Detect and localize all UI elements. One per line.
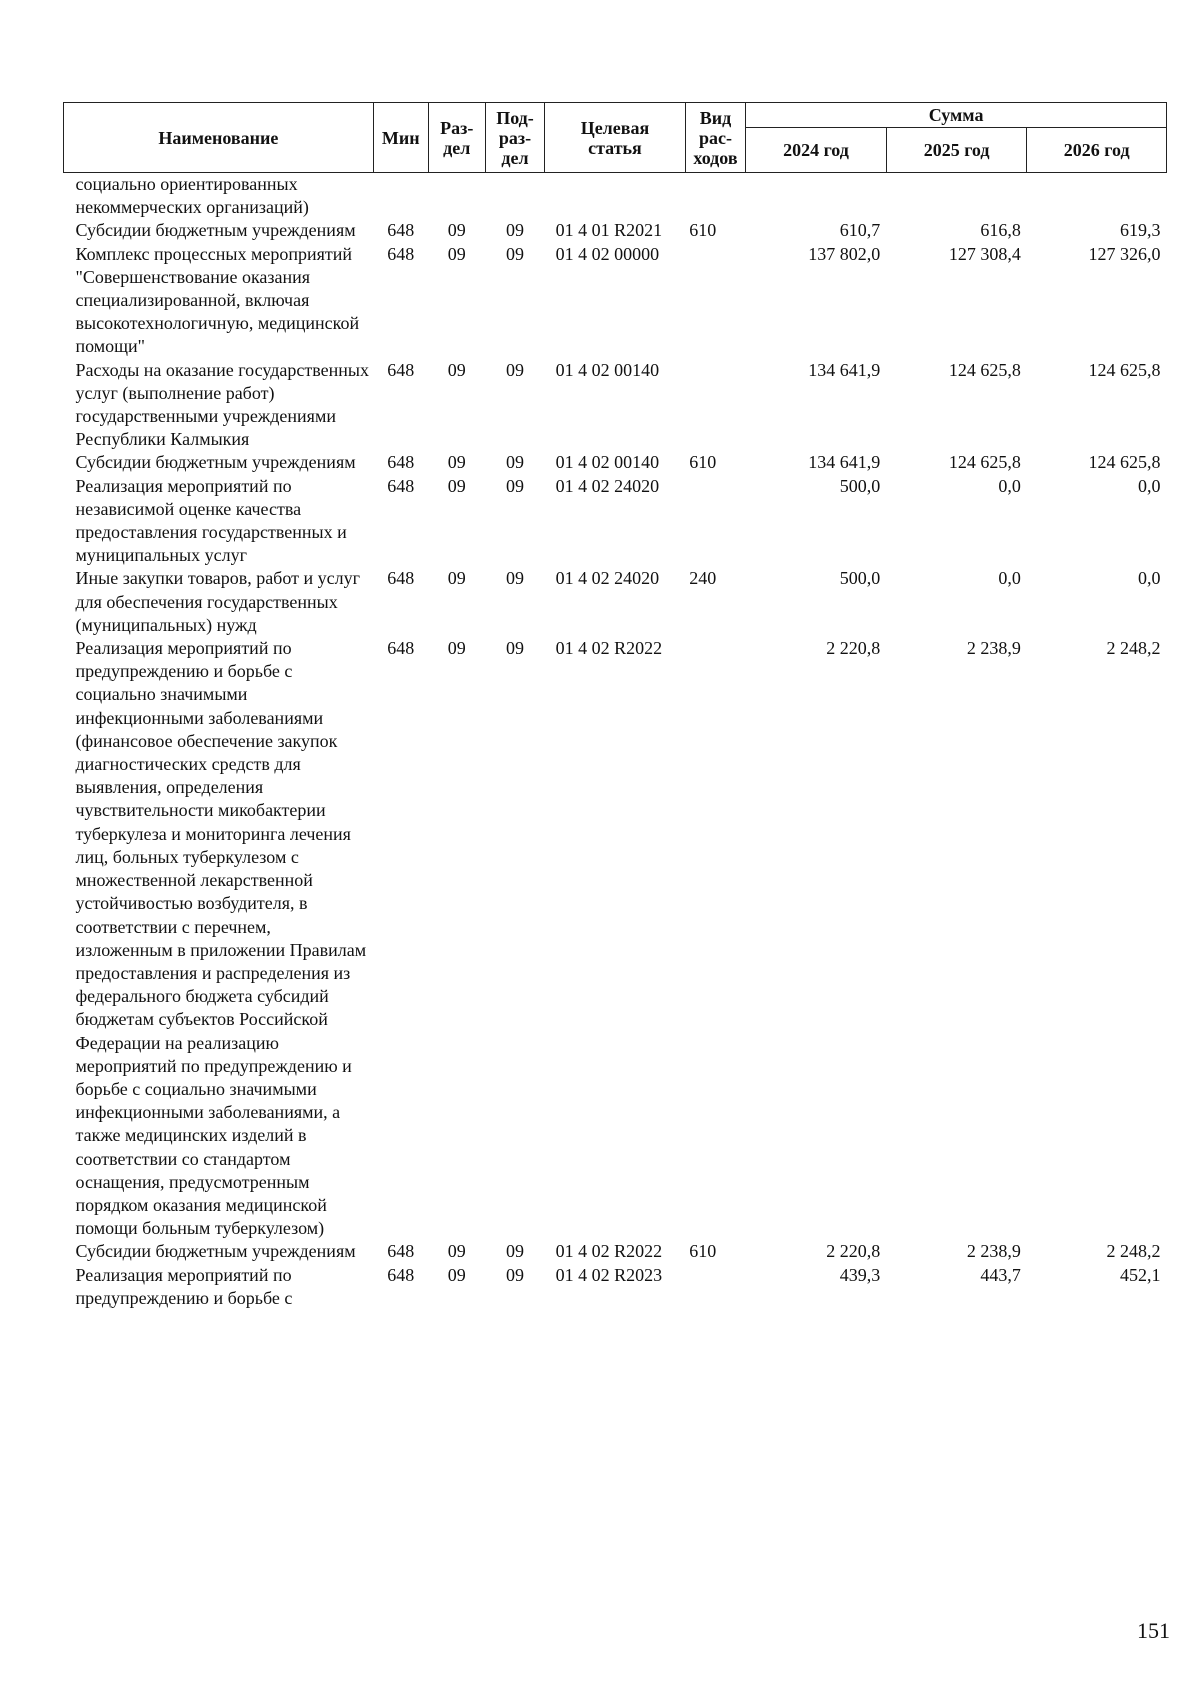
cell-2024 (746, 173, 887, 220)
cell-target: 01 4 02 00140 (555, 452, 660, 473)
cell-2025: 616,8 (980, 220, 1021, 241)
cell-kind (685, 475, 745, 568)
cell-2026: 124 625,8 (1088, 452, 1161, 473)
cell-podrazdel: 09 (506, 568, 524, 589)
cell-podrazdel: 09 (506, 220, 524, 241)
table-row (64, 1240, 1167, 1263)
cell-2025: 127 308,4 (948, 243, 1021, 264)
page-number: 151 (1137, 1618, 1170, 1643)
header-2025: 2025 год (886, 128, 1027, 173)
cell-name: Расходы на оказание государственных услуг (выполнение работ) государственными учреждениями Республики Калмыкия (75, 359, 369, 450)
cell-razdel: 09 (447, 1264, 466, 1285)
cell-2025: 124 625,8 (948, 359, 1021, 380)
cell-razdel: 09 (447, 359, 466, 380)
cell-2026: 2 248,2 (1106, 1241, 1161, 1262)
cell-min: 648 (387, 220, 415, 241)
cell-name: Реализация мероприятий по предупреждению и борьбе с социально значимыми инфекционными заболеваниями (финансовое обеспечение закупок диагностических средств для выявления, определения чувствительности микобактерии туберкулеза и мониторинга лечения лиц, больных туберкулезом с множественной лекарственной устойчивостью возбудителя, в соответствии с перечнем, изложенным в приложении Правилам предоставления и распределения из федерального бюджета субсидий бюджетам субъектов Российской Федерации на реализацию мероприятий по предупреждению и борьбе с социально значимыми инфекционными заболеваниями, а также медицинских изделий в соответствии со стандартом оснащения, предусмотренным порядком оказания медицинской помощи больным туберкулезом) (75, 638, 367, 1239)
cell-razdel: 09 (447, 243, 466, 264)
cell-target: 01 4 02 R2022 (555, 1241, 663, 1262)
cell-2026: 452,1 (1120, 1264, 1161, 1285)
budget-table (63, 102, 1167, 1310)
table-body (64, 173, 1167, 1310)
cell-min: 648 (387, 1264, 415, 1285)
cell-2024: 137 802,0 (808, 243, 881, 264)
cell-min: 648 (387, 452, 415, 473)
cell-kind (685, 359, 745, 452)
cell-2026: 0,0 (1138, 568, 1161, 589)
cell-name: Реализация мероприятий по предупреждению и борьбе с (75, 1264, 293, 1308)
cell-min: 648 (387, 568, 415, 589)
cell-min: 648 (387, 359, 415, 380)
cell-name: Субсидии бюджетным учреждениям (75, 452, 356, 473)
cell-target (545, 173, 686, 220)
header-min: Мин (373, 103, 428, 173)
header-sum: Сумма (746, 103, 1167, 128)
cell-2025: 0,0 (998, 475, 1021, 496)
cell-razdel: 09 (447, 452, 466, 473)
cell-kind: 240 (689, 568, 717, 589)
cell-kind: 610 (689, 452, 717, 473)
table-header (64, 103, 1167, 173)
table-row (64, 243, 1167, 359)
header-target: Целевая статья (545, 103, 686, 173)
cell-name: Субсидии бюджетным учреждениям (75, 1241, 356, 1262)
cell-min: 648 (387, 638, 415, 659)
cell-razdel: 09 (447, 475, 466, 496)
cell-podrazdel: 09 (506, 452, 524, 473)
cell-kind: 610 (689, 1241, 717, 1262)
cell-2024: 134 641,9 (808, 452, 881, 473)
cell-min: 648 (387, 475, 415, 496)
cell-name: Комплекс процессных мероприятий "Совершенствование оказания специализированной, включая высокотехнологичную, медицинской помощи" (75, 243, 360, 357)
cell-razdel (428, 173, 485, 220)
cell-kind (685, 637, 745, 1240)
cell-min (373, 173, 428, 220)
cell-2024: 439,3 (839, 1264, 881, 1285)
cell-2026: 2 248,2 (1106, 638, 1161, 659)
cell-podrazdel: 09 (506, 1241, 524, 1262)
table-row (64, 637, 1167, 1240)
cell-name: Иные закупки товаров, работ и услуг для обеспечения государственных (муниципальных) нужд (75, 568, 360, 635)
cell-2025: 124 625,8 (948, 452, 1021, 473)
cell-2025: 2 238,9 (966, 1241, 1021, 1262)
header-2024: 2024 год (746, 128, 887, 173)
header-kind: Вид рас- ходов (685, 103, 745, 173)
table-row (64, 451, 1167, 474)
cell-2025: 443,7 (980, 1264, 1021, 1285)
cell-2024: 134 641,9 (808, 359, 881, 380)
cell-target: 01 4 02 00140 (555, 359, 660, 380)
cell-2026: 619,3 (1120, 220, 1161, 241)
cell-razdel: 09 (447, 220, 466, 241)
cell-2024: 610,7 (839, 220, 881, 241)
cell-2026: 127 326,0 (1088, 243, 1161, 264)
table-row (64, 359, 1167, 452)
cell-target: 01 4 01 R2021 (555, 220, 663, 241)
header-2026: 2026 год (1027, 128, 1167, 173)
header-name: Наименование (64, 103, 374, 173)
cell-target: 01 4 02 24020 (555, 475, 660, 496)
cell-razdel: 09 (447, 1241, 466, 1262)
cell-2025: 0,0 (998, 568, 1021, 589)
cell-2026: 0,0 (1138, 475, 1161, 496)
cell-2024: 2 220,8 (826, 1241, 881, 1262)
cell-podrazdel: 09 (506, 243, 524, 264)
cell-2026: 124 625,8 (1088, 359, 1161, 380)
cell-razdel: 09 (447, 568, 466, 589)
cell-target: 01 4 02 24020 (555, 568, 660, 589)
cell-min: 648 (387, 1241, 415, 1262)
table-row (64, 1264, 1167, 1310)
header-razdel: Раз- дел (428, 103, 485, 173)
cell-2025: 2 238,9 (966, 638, 1021, 659)
table-row (64, 567, 1167, 637)
cell-podrazdel: 09 (506, 359, 524, 380)
table-row (64, 173, 1167, 220)
table-row (64, 219, 1167, 242)
cell-podrazdel: 09 (506, 1264, 524, 1285)
cell-target: 01 4 02 R2022 (555, 638, 663, 659)
cell-min: 648 (387, 243, 415, 264)
cell-name: Реализация мероприятий по независимой оценке качества предоставления государственных и муниципальных услуг (75, 475, 347, 566)
cell-2024: 500,0 (839, 475, 881, 496)
cell-kind: 610 (689, 220, 717, 241)
cell-name: Субсидии бюджетным учреждениям (75, 220, 356, 241)
cell-2024: 2 220,8 (826, 638, 881, 659)
cell-podrazdel (485, 173, 544, 220)
cell-target: 01 4 02 00000 (555, 243, 660, 264)
table-row (64, 475, 1167, 568)
cell-target: 01 4 02 R2023 (555, 1264, 663, 1285)
header-podrazdel: Под- раз- дел (485, 103, 544, 173)
cell-2024: 500,0 (839, 568, 881, 589)
cell-kind (685, 1264, 745, 1310)
cell-podrazdel: 09 (506, 638, 524, 659)
cell-2026 (1027, 173, 1167, 220)
cell-2025 (886, 173, 1027, 220)
cell-kind (685, 243, 745, 359)
cell-name: социально ориентированных некоммерческих организаций) (75, 174, 309, 218)
cell-razdel: 09 (447, 638, 466, 659)
cell-kind (685, 173, 745, 220)
cell-podrazdel: 09 (506, 475, 524, 496)
